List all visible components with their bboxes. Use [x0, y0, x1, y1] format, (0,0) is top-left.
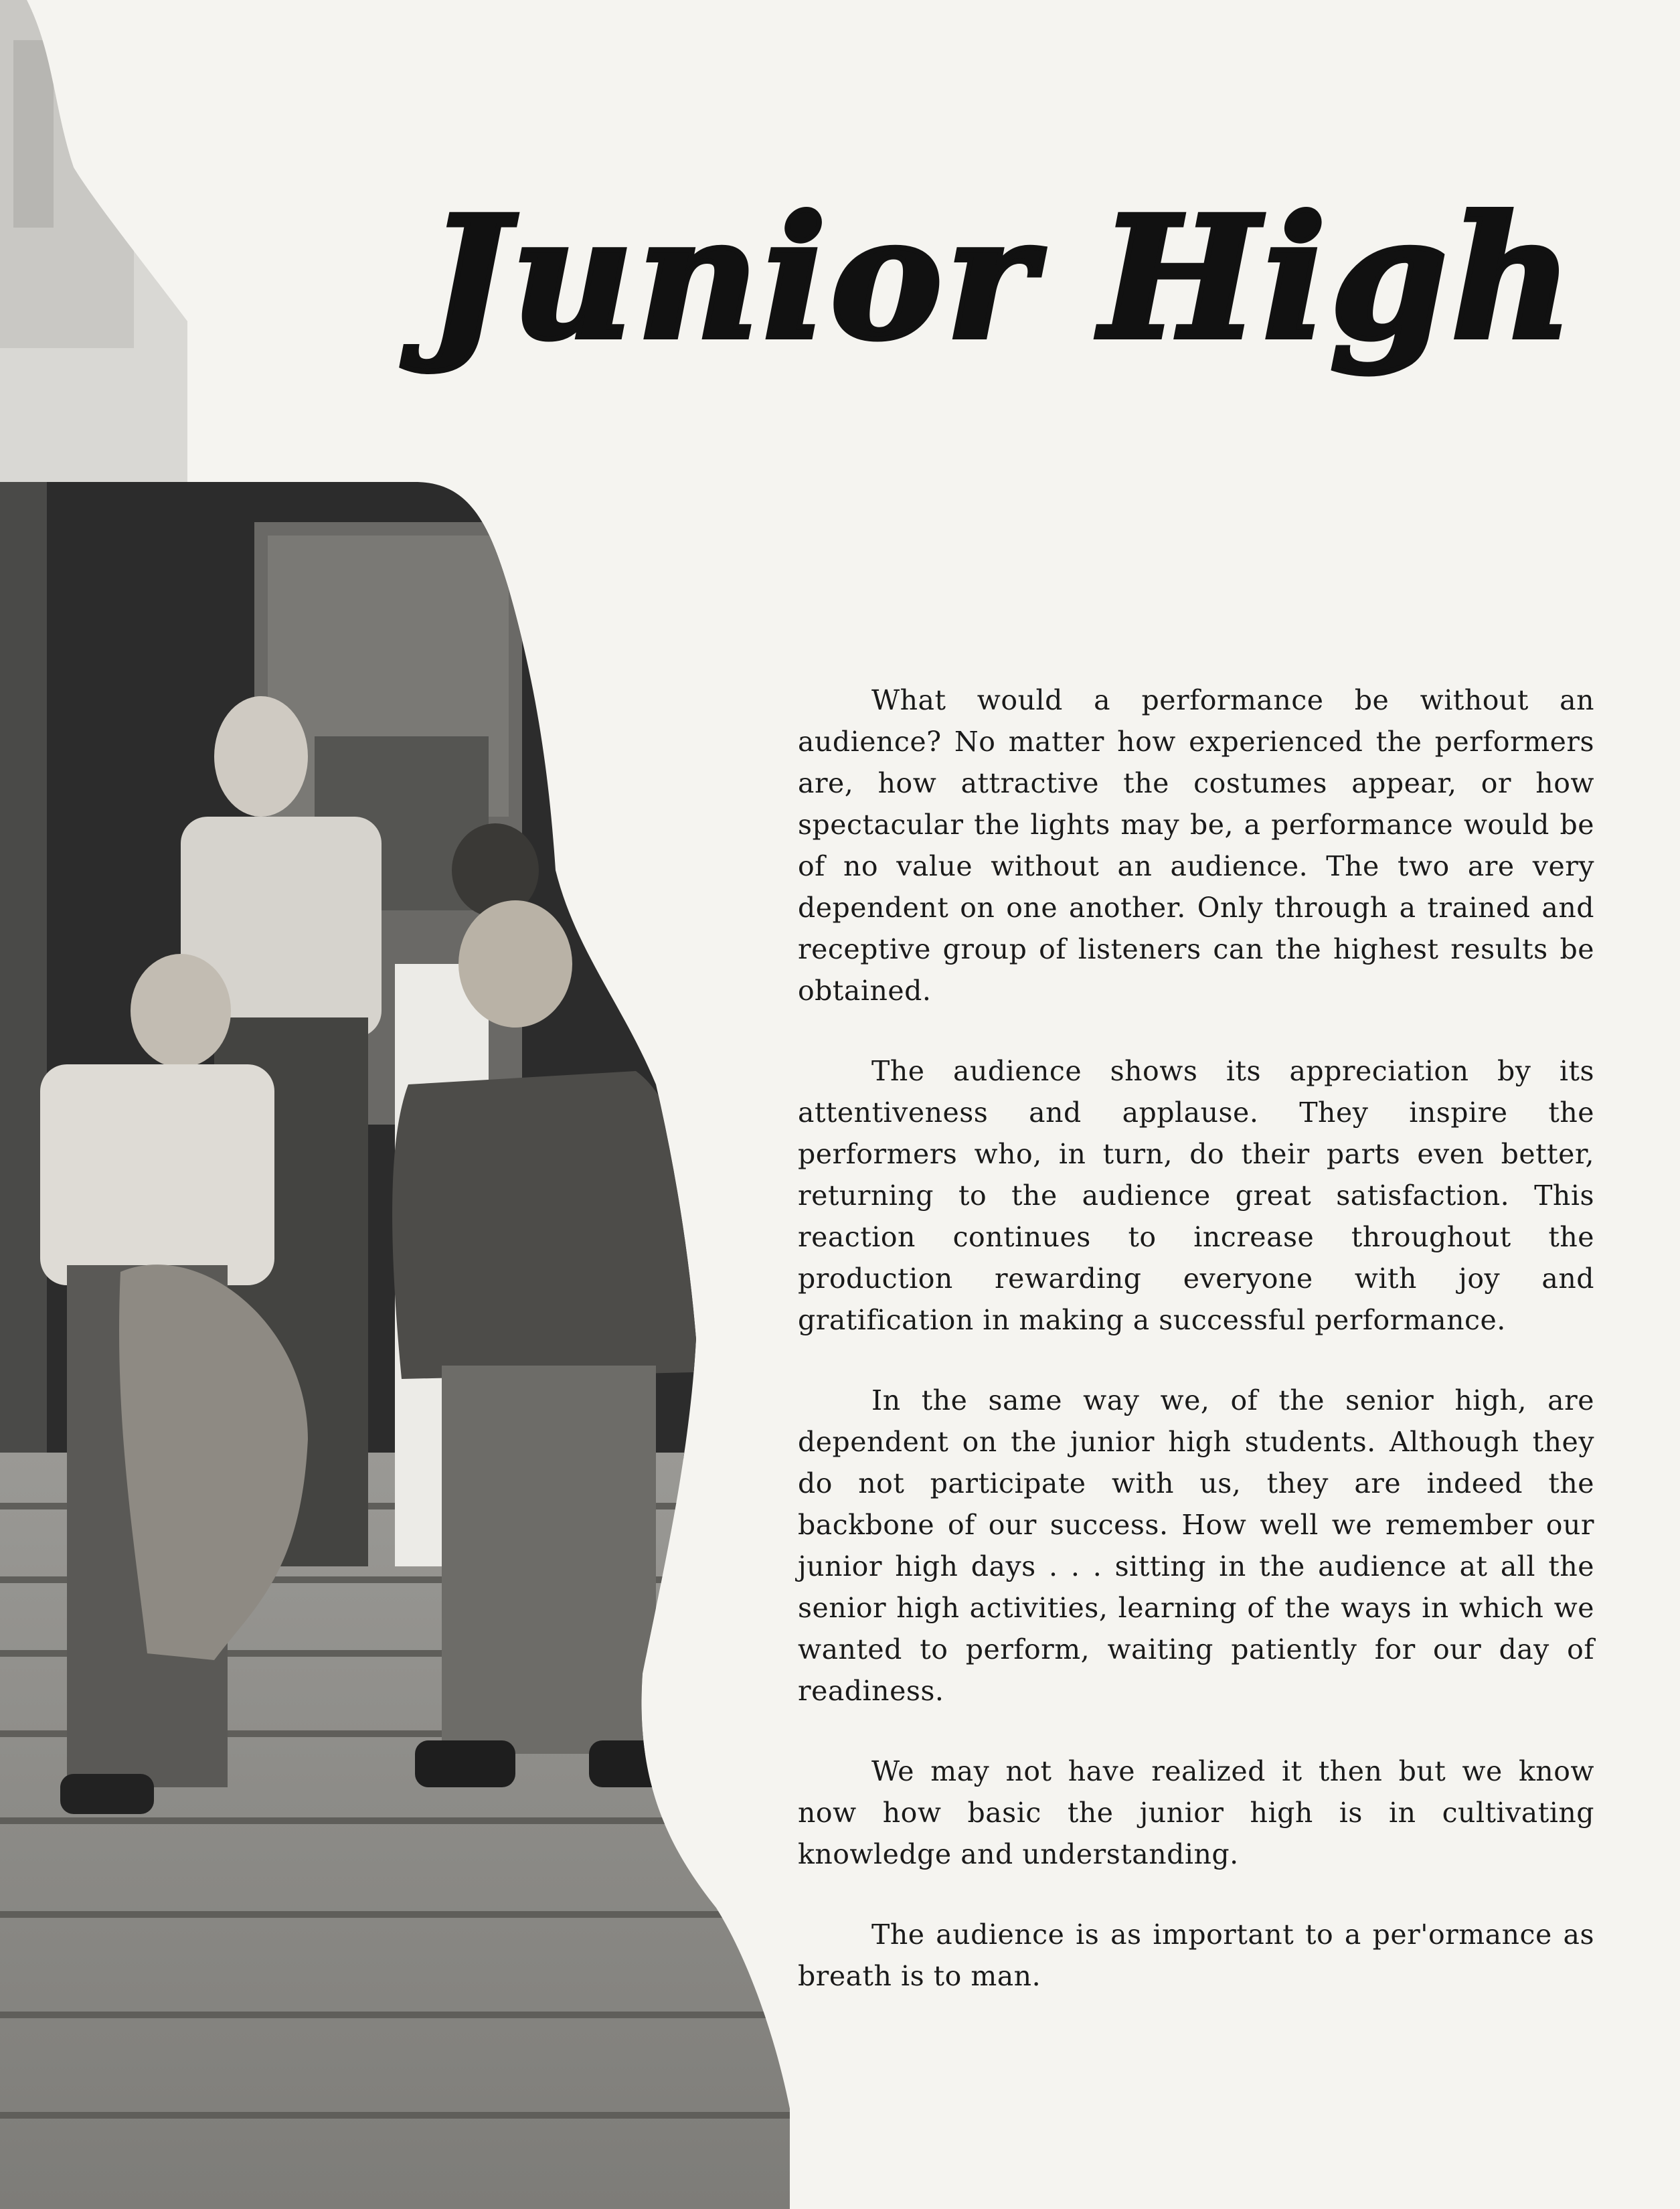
paragraph-1: What would a performance be without an audience? No matter how experienced the performers are, how attractive the costumes appear, or how spectacular the lights may be, a performance would be of no value without an audience. The two are very dependent on one another. Only through a trained and receptive group of listeners can the highest results be obtained.	[798, 684, 1594, 1007]
paragraph-2: The audience shows its appreciation by its attentiveness and applause. They inspire the performers who, in turn, do their parts even better, returning to the audience great satisfaction. This reaction continues to increase throughout the production rewarding everyone with joy and gratification in making a successful performance.	[798, 1055, 1594, 1336]
body-text	[798, 679, 1594, 1998]
paragraph-5: The audience is as important to a per'ormance as breath is to man.	[798, 1918, 1594, 1992]
paragraph-3: In the same way we, of the senior high, are dependent on the junior high students. Although they do not participate with us, they are indeed the backbone of our success. How well we remember our junior high days . . . sitting in the audience at all the senior high activities, learning of the ways in which we wanted to perform, waiting patiently for our day of readiness.	[798, 1384, 1594, 1707]
page-title: Junior High	[428, 179, 1578, 376]
paragraph-4: We may not have realized it then but we know now how basic the junior high is in cultivating knowledge and understanding.	[798, 1755, 1594, 1870]
